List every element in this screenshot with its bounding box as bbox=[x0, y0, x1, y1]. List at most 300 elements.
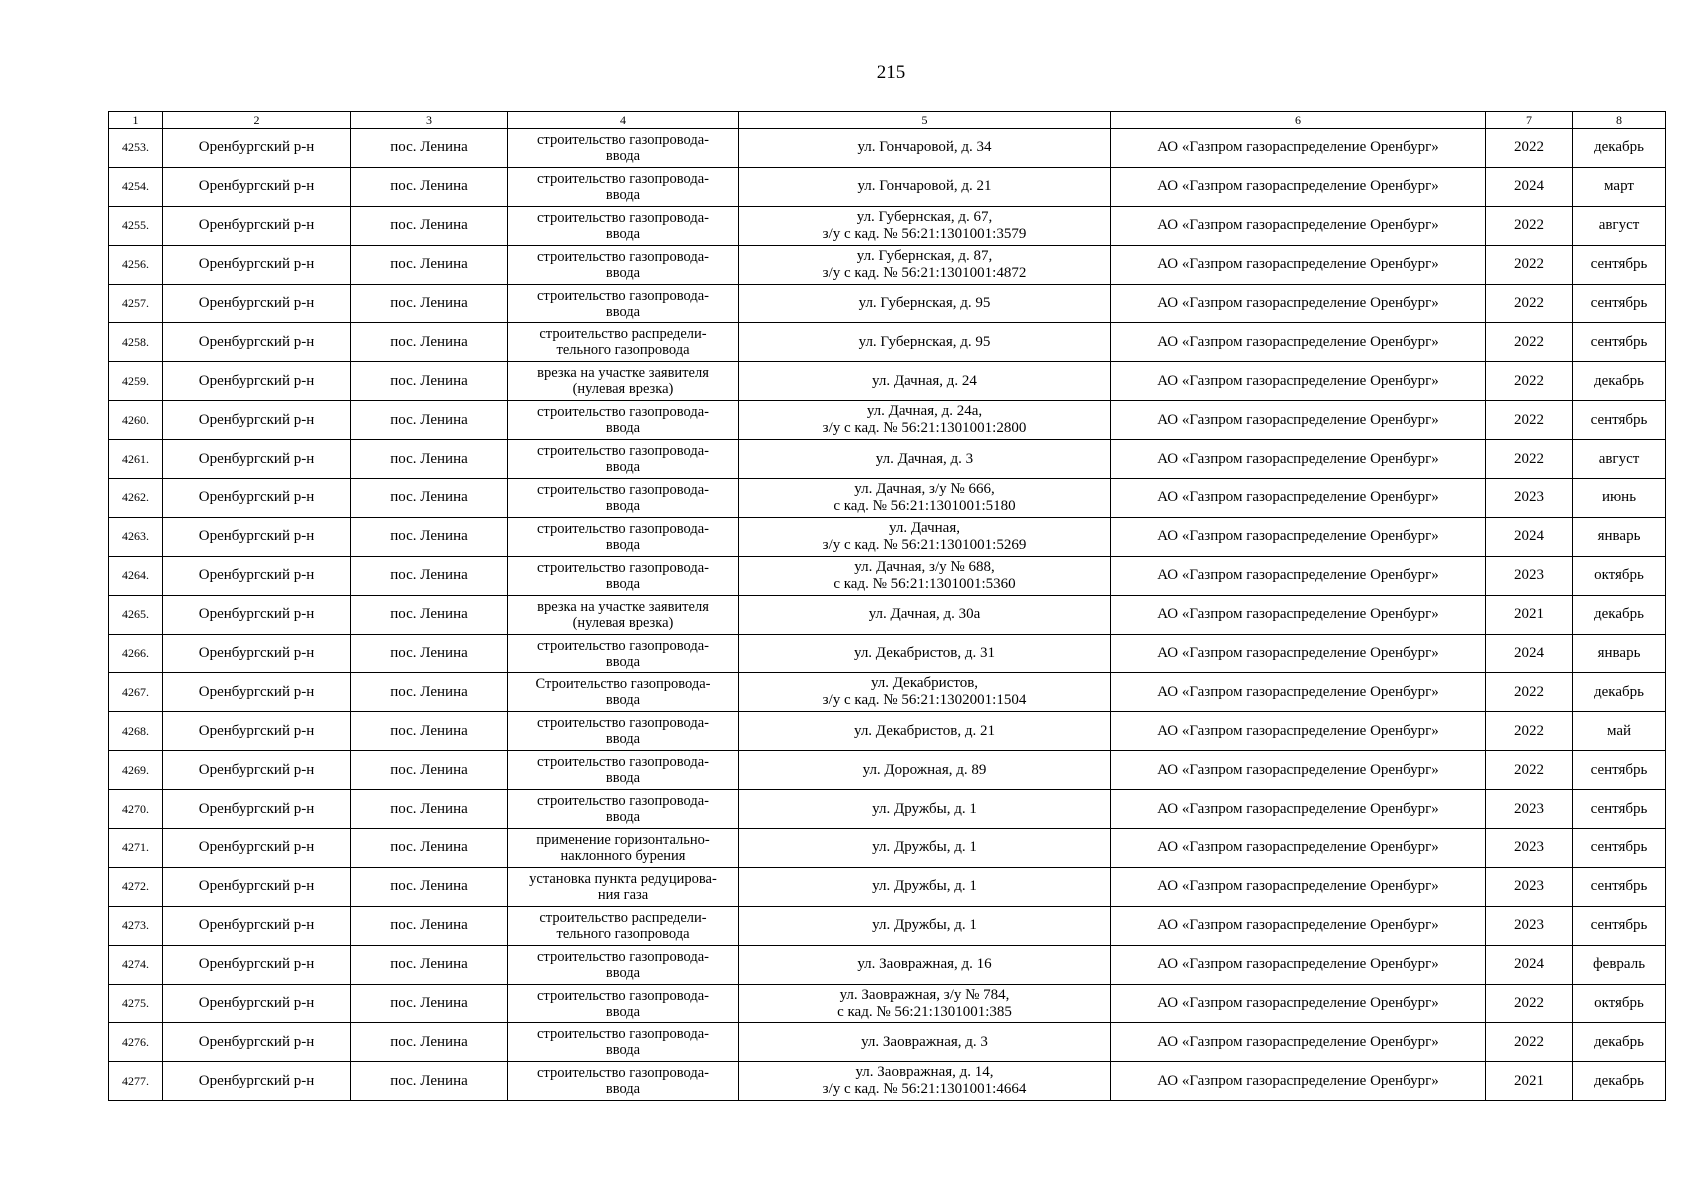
column-header: 1 bbox=[109, 112, 163, 129]
year-cell: 2021 bbox=[1486, 595, 1573, 634]
address-line: с кад. № 56:21:1301001:5180 bbox=[833, 497, 1016, 514]
work-type-line: строительство газопровода- bbox=[537, 209, 709, 226]
month-cell: август bbox=[1573, 440, 1666, 479]
work-type-cell bbox=[508, 167, 739, 206]
settlement-cell: пос. Ленина bbox=[351, 323, 508, 362]
table-row bbox=[109, 556, 1666, 595]
address-cell bbox=[739, 362, 1111, 401]
address-line: ул. Дачная, bbox=[889, 519, 960, 536]
settlement-cell: пос. Ленина bbox=[351, 712, 508, 751]
district-cell: Оренбургский р-н bbox=[163, 984, 351, 1023]
row-number-cell: 4274. bbox=[109, 945, 163, 984]
district-cell: Оренбургский р-н bbox=[163, 440, 351, 479]
table-row bbox=[109, 323, 1666, 362]
work-type-line: ввода bbox=[605, 731, 641, 748]
year-cell: 2023 bbox=[1486, 479, 1573, 518]
work-type-cell bbox=[508, 479, 739, 518]
row-number-cell: 4264. bbox=[109, 556, 163, 595]
address-line: ул. Дачная, з/у № 688, bbox=[854, 558, 995, 575]
district-cell: Оренбургский р-н bbox=[163, 206, 351, 245]
work-type-line: строительство газопровода- bbox=[537, 793, 709, 810]
work-type-line: установка пункта редуцирова- bbox=[529, 870, 717, 887]
work-type-line: строительство газопровода- bbox=[537, 987, 709, 1004]
district-cell: Оренбургский р-н bbox=[163, 401, 351, 440]
column-header: 6 bbox=[1111, 112, 1486, 129]
organization-cell: АО «Газпром газораспределение Оренбург» bbox=[1111, 479, 1486, 518]
address-cell bbox=[739, 829, 1111, 868]
address-cell bbox=[739, 673, 1111, 712]
settlement-cell: пос. Ленина bbox=[351, 479, 508, 518]
work-type-line: строительство газопровода- bbox=[537, 404, 709, 421]
district-cell: Оренбургский р-н bbox=[163, 1023, 351, 1062]
settlement-cell: пос. Ленина bbox=[351, 829, 508, 868]
year-cell: 2022 bbox=[1486, 984, 1573, 1023]
address-line: ул. Заовражная, д. 3 bbox=[861, 1033, 988, 1050]
organization-cell: АО «Газпром газораспределение Оренбург» bbox=[1111, 362, 1486, 401]
organization-cell: АО «Газпром газораспределение Оренбург» bbox=[1111, 867, 1486, 906]
address-line: ул. Дружбы, д. 1 bbox=[872, 800, 977, 817]
column-header: 8 bbox=[1573, 112, 1666, 129]
address-line: ул. Дачная, д. 24 bbox=[872, 372, 977, 389]
organization-cell: АО «Газпром газораспределение Оренбург» bbox=[1111, 556, 1486, 595]
settlement-cell: пос. Ленина bbox=[351, 245, 508, 284]
address-line: ул. Декабристов, д. 21 bbox=[853, 722, 995, 739]
month-cell: сентябрь bbox=[1573, 323, 1666, 362]
month-cell: декабрь bbox=[1573, 1062, 1666, 1101]
month-cell: август bbox=[1573, 206, 1666, 245]
organization-cell: АО «Газпром газораспределение Оренбург» bbox=[1111, 206, 1486, 245]
month-cell: май bbox=[1573, 712, 1666, 751]
year-cell: 2022 bbox=[1486, 323, 1573, 362]
address-cell bbox=[739, 440, 1111, 479]
address-cell bbox=[739, 479, 1111, 518]
address-line: ул. Гончаровой, д. 21 bbox=[857, 178, 992, 195]
work-type-cell bbox=[508, 945, 739, 984]
settlement-cell: пос. Ленина bbox=[351, 1062, 508, 1101]
work-type-cell bbox=[508, 1062, 739, 1101]
address-cell bbox=[739, 323, 1111, 362]
work-type-line: строительство газопровода- bbox=[537, 287, 709, 304]
settlement-cell: пос. Ленина bbox=[351, 751, 508, 790]
settlement-cell: пос. Ленина bbox=[351, 517, 508, 556]
row-number-cell: 4253. bbox=[109, 129, 163, 168]
month-cell: декабрь bbox=[1573, 129, 1666, 168]
address-line: з/у с кад. № 56:21:1302001:1504 bbox=[822, 692, 1027, 709]
district-cell: Оренбургский р-н bbox=[163, 595, 351, 634]
work-type-line: (нулевая врезка) bbox=[572, 614, 674, 631]
work-type-line: строительство газопровода- bbox=[537, 481, 709, 498]
month-cell: сентябрь bbox=[1573, 867, 1666, 906]
address-line: ул. Дружбы, д. 1 bbox=[872, 839, 977, 856]
work-type-line: ввода bbox=[605, 186, 641, 203]
row-number-cell: 4260. bbox=[109, 401, 163, 440]
work-type-line: строительство газопровода- bbox=[537, 131, 709, 148]
work-type-cell bbox=[508, 1023, 739, 1062]
work-type-line: строительство газопровода- bbox=[537, 443, 709, 460]
address-line: з/у с кад. № 56:21:1301001:3579 bbox=[822, 225, 1027, 242]
district-cell: Оренбургский р-н bbox=[163, 129, 351, 168]
row-number-cell: 4276. bbox=[109, 1023, 163, 1062]
settlement-cell: пос. Ленина bbox=[351, 284, 508, 323]
table-row bbox=[109, 362, 1666, 401]
table-row bbox=[109, 595, 1666, 634]
organization-cell: АО «Газпром газораспределение Оренбург» bbox=[1111, 440, 1486, 479]
table-row bbox=[109, 867, 1666, 906]
row-number-cell: 4257. bbox=[109, 284, 163, 323]
address-cell bbox=[739, 129, 1111, 168]
organization-cell: АО «Газпром газораспределение Оренбург» bbox=[1111, 829, 1486, 868]
work-type-line: ввода bbox=[605, 264, 641, 281]
row-number-cell: 4263. bbox=[109, 517, 163, 556]
organization-cell: АО «Газпром газораспределение Оренбург» bbox=[1111, 517, 1486, 556]
work-type-line: тельного газопровода bbox=[556, 925, 690, 942]
work-type-line: ввода bbox=[605, 809, 641, 826]
work-type-cell bbox=[508, 595, 739, 634]
column-header: 3 bbox=[351, 112, 508, 129]
settlement-cell: пос. Ленина bbox=[351, 440, 508, 479]
address-line: ул. Заовражная, д. 16 bbox=[857, 956, 992, 973]
address-line: з/у с кад. № 56:21:1301001:4664 bbox=[822, 1081, 1027, 1098]
work-type-line: строительство газопровода- bbox=[537, 948, 709, 965]
year-cell: 2022 bbox=[1486, 1023, 1573, 1062]
table-row bbox=[109, 634, 1666, 673]
settlement-cell: пос. Ленина bbox=[351, 167, 508, 206]
settlement-cell: пос. Ленина bbox=[351, 362, 508, 401]
year-cell: 2022 bbox=[1486, 206, 1573, 245]
table-row bbox=[109, 129, 1666, 168]
address-cell bbox=[739, 1062, 1111, 1101]
organization-cell: АО «Газпром газораспределение Оренбург» bbox=[1111, 245, 1486, 284]
year-cell: 2023 bbox=[1486, 867, 1573, 906]
district-cell: Оренбургский р-н bbox=[163, 479, 351, 518]
address-line: ул. Декабристов, д. 31 bbox=[853, 645, 995, 662]
district-cell: Оренбургский р-н bbox=[163, 945, 351, 984]
address-line: ул. Дачная, д. 30а bbox=[868, 606, 981, 623]
district-cell: Оренбургский р-н bbox=[163, 673, 351, 712]
table-row bbox=[109, 712, 1666, 751]
table-row bbox=[109, 1062, 1666, 1101]
work-type-line: применение горизонтально- bbox=[536, 831, 710, 848]
month-cell: октябрь bbox=[1573, 984, 1666, 1023]
work-type-cell bbox=[508, 673, 739, 712]
settlement-cell: пос. Ленина bbox=[351, 867, 508, 906]
address-cell bbox=[739, 712, 1111, 751]
address-line: ул. Заовражная, з/у № 784, bbox=[839, 986, 1010, 1003]
organization-cell: АО «Газпром газораспределение Оренбург» bbox=[1111, 906, 1486, 945]
table-row bbox=[109, 984, 1666, 1023]
address-line: з/у с кад. № 56:21:1301001:4872 bbox=[822, 264, 1027, 281]
row-number-cell: 4262. bbox=[109, 479, 163, 518]
address-line: ул. Губернская, д. 95 bbox=[858, 295, 991, 311]
work-type-line: ввода bbox=[605, 147, 641, 164]
table-row bbox=[109, 751, 1666, 790]
work-type-line: строительство газопровода- bbox=[537, 520, 709, 537]
settlement-cell: пос. Ленина bbox=[351, 401, 508, 440]
row-number-cell: 4254. bbox=[109, 167, 163, 206]
table-row bbox=[109, 167, 1666, 206]
work-type-cell bbox=[508, 556, 739, 595]
work-type-line: тельного газопровода bbox=[556, 342, 690, 359]
address-cell bbox=[739, 945, 1111, 984]
district-cell: Оренбургский р-н bbox=[163, 1062, 351, 1101]
district-cell: Оренбургский р-н bbox=[163, 167, 351, 206]
year-cell: 2022 bbox=[1486, 362, 1573, 401]
settlement-cell: пос. Ленина bbox=[351, 206, 508, 245]
address-cell bbox=[739, 867, 1111, 906]
address-cell bbox=[739, 790, 1111, 829]
address-cell bbox=[739, 984, 1111, 1023]
work-type-cell bbox=[508, 206, 739, 245]
address-line: ул. Дружбы, д. 1 bbox=[872, 917, 977, 934]
settlement-cell: пос. Ленина bbox=[351, 1023, 508, 1062]
month-cell: октябрь bbox=[1573, 556, 1666, 595]
settlement-cell: пос. Ленина bbox=[351, 945, 508, 984]
year-cell: 2023 bbox=[1486, 790, 1573, 829]
district-cell: Оренбургский р-н bbox=[163, 790, 351, 829]
table-row bbox=[109, 284, 1666, 323]
work-type-cell bbox=[508, 440, 739, 479]
row-number-cell: 4269. bbox=[109, 751, 163, 790]
year-cell: 2024 bbox=[1486, 517, 1573, 556]
year-cell: 2024 bbox=[1486, 945, 1573, 984]
address-cell bbox=[739, 751, 1111, 790]
district-cell: Оренбургский р-н bbox=[163, 517, 351, 556]
address-line: з/у с кад. № 56:21:1301001:5269 bbox=[822, 536, 1027, 553]
row-number-cell: 4268. bbox=[109, 712, 163, 751]
table-row bbox=[109, 945, 1666, 984]
row-number-cell: 4277. bbox=[109, 1062, 163, 1101]
row-number-cell: 4259. bbox=[109, 362, 163, 401]
work-type-line: ввода bbox=[605, 770, 641, 787]
work-type-cell bbox=[508, 712, 739, 751]
work-type-cell bbox=[508, 829, 739, 868]
row-number-cell: 4258. bbox=[109, 323, 163, 362]
row-number-cell: 4266. bbox=[109, 634, 163, 673]
address-line: с кад. № 56:21:1301001:385 bbox=[837, 1003, 1012, 1020]
work-type-line: ввода bbox=[605, 303, 641, 320]
month-cell: сентябрь bbox=[1573, 245, 1666, 284]
work-type-line: строительство газопровода- bbox=[537, 1026, 709, 1043]
address-line: ул. Дорожная, д. 89 bbox=[862, 761, 987, 778]
work-type-line: строительство газопровода- bbox=[537, 637, 709, 654]
month-cell: январь bbox=[1573, 634, 1666, 673]
column-header: 2 bbox=[163, 112, 351, 129]
address-line: ул. Гончаровой, д. 34 bbox=[857, 139, 992, 156]
month-cell: сентябрь bbox=[1573, 790, 1666, 829]
district-cell: Оренбургский р-н bbox=[163, 362, 351, 401]
work-type-cell bbox=[508, 401, 739, 440]
settlement-cell: пос. Ленина bbox=[351, 984, 508, 1023]
column-header: 4 bbox=[508, 112, 739, 129]
work-type-cell bbox=[508, 517, 739, 556]
address-cell bbox=[739, 595, 1111, 634]
settlement-cell: пос. Ленина bbox=[351, 634, 508, 673]
address-line: ул. Дружбы, д. 1 bbox=[872, 878, 977, 895]
address-line: з/у с кад. № 56:21:1301001:2800 bbox=[822, 420, 1027, 437]
year-cell: 2023 bbox=[1486, 829, 1573, 868]
organization-cell: АО «Газпром газораспределение Оренбург» bbox=[1111, 945, 1486, 984]
year-cell: 2022 bbox=[1486, 401, 1573, 440]
row-number-cell: 4275. bbox=[109, 984, 163, 1023]
address-cell bbox=[739, 401, 1111, 440]
district-cell: Оренбургский р-н bbox=[163, 323, 351, 362]
settlement-cell: пос. Ленина bbox=[351, 790, 508, 829]
year-cell: 2021 bbox=[1486, 1062, 1573, 1101]
organization-cell: АО «Газпром газораспределение Оренбург» bbox=[1111, 595, 1486, 634]
month-cell: сентябрь bbox=[1573, 906, 1666, 945]
work-type-line: (нулевая врезка) bbox=[572, 381, 674, 398]
district-cell: Оренбургский р-н bbox=[163, 245, 351, 284]
month-cell: декабрь bbox=[1573, 1023, 1666, 1062]
page-number: 215 bbox=[876, 62, 906, 83]
year-cell: 2022 bbox=[1486, 284, 1573, 323]
work-type-cell bbox=[508, 129, 739, 168]
work-type-line: строительство распредели- bbox=[539, 326, 707, 343]
settlement-cell: пос. Ленина bbox=[351, 906, 508, 945]
address-cell bbox=[739, 517, 1111, 556]
month-cell: февраль bbox=[1573, 945, 1666, 984]
district-cell: Оренбургский р-н bbox=[163, 906, 351, 945]
work-type-line: ввода bbox=[605, 575, 641, 592]
work-type-line: ввода bbox=[605, 653, 641, 670]
work-type-line: ввода bbox=[605, 964, 641, 981]
address-line: с кад. № 56:21:1301001:5360 bbox=[833, 575, 1016, 592]
work-type-cell bbox=[508, 634, 739, 673]
district-cell: Оренбургский р-н bbox=[163, 829, 351, 868]
work-type-line: ввода bbox=[605, 225, 641, 242]
district-cell: Оренбургский р-н bbox=[163, 284, 351, 323]
organization-cell: АО «Газпром газораспределение Оренбург» bbox=[1111, 712, 1486, 751]
district-cell: Оренбургский р-н bbox=[163, 556, 351, 595]
table-row bbox=[109, 206, 1666, 245]
work-type-cell bbox=[508, 790, 739, 829]
work-type-line: ввода bbox=[605, 420, 641, 437]
row-number-cell: 4256. bbox=[109, 245, 163, 284]
address-line: ул. Дачная, з/у № 666, bbox=[854, 480, 995, 497]
work-type-line: строительство газопровода- bbox=[537, 559, 709, 576]
work-type-cell bbox=[508, 284, 739, 323]
row-number-cell: 4261. bbox=[109, 440, 163, 479]
year-cell: 2022 bbox=[1486, 440, 1573, 479]
work-type-cell bbox=[508, 362, 739, 401]
work-type-cell bbox=[508, 906, 739, 945]
settlement-cell: пос. Ленина bbox=[351, 595, 508, 634]
address-line: ул. Губернская, д. 87, bbox=[856, 247, 993, 264]
address-cell bbox=[739, 634, 1111, 673]
organization-cell: АО «Газпром газораспределение Оренбург» bbox=[1111, 673, 1486, 712]
work-type-cell bbox=[508, 867, 739, 906]
work-type-line: Строительство газопровода- bbox=[535, 676, 711, 693]
district-cell: Оренбургский р-н bbox=[163, 634, 351, 673]
row-number-cell: 4265. bbox=[109, 595, 163, 634]
district-cell: Оренбургский р-н bbox=[163, 712, 351, 751]
organization-cell: АО «Газпром газораспределение Оренбург» bbox=[1111, 129, 1486, 168]
work-type-cell bbox=[508, 751, 739, 790]
address-line: ул. Дачная, д. 24а, bbox=[866, 403, 983, 420]
organization-cell: АО «Газпром газораспределение Оренбург» bbox=[1111, 284, 1486, 323]
table-row bbox=[109, 479, 1666, 518]
register-table bbox=[108, 111, 1666, 1101]
table-row bbox=[109, 829, 1666, 868]
work-type-line: строительство газопровода- bbox=[537, 715, 709, 732]
address-line: ул. Дачная, д. 3 bbox=[875, 450, 974, 467]
month-cell: сентябрь bbox=[1573, 829, 1666, 868]
organization-cell: АО «Газпром газораспределение Оренбург» bbox=[1111, 634, 1486, 673]
address-cell bbox=[739, 906, 1111, 945]
column-header: 7 bbox=[1486, 112, 1573, 129]
work-type-line: строительство газопровода- bbox=[537, 754, 709, 771]
year-cell: 2022 bbox=[1486, 751, 1573, 790]
work-type-line: врезка на участке заявителя bbox=[537, 365, 709, 382]
work-type-cell bbox=[508, 245, 739, 284]
address-line: ул. Губернская, д. 67, bbox=[856, 208, 993, 225]
year-cell: 2022 bbox=[1486, 245, 1573, 284]
month-cell: декабрь bbox=[1573, 673, 1666, 712]
address-cell bbox=[739, 284, 1111, 323]
row-number-cell: 4255. bbox=[109, 206, 163, 245]
month-cell: март bbox=[1573, 167, 1666, 206]
register-body bbox=[109, 129, 1666, 1101]
row-number-cell: 4267. bbox=[109, 673, 163, 712]
settlement-cell: пос. Ленина bbox=[351, 673, 508, 712]
year-cell: 2022 bbox=[1486, 673, 1573, 712]
table-row bbox=[109, 401, 1666, 440]
work-type-line: ввода bbox=[605, 1042, 641, 1059]
month-cell: декабрь bbox=[1573, 595, 1666, 634]
year-cell: 2024 bbox=[1486, 634, 1573, 673]
month-cell: июнь bbox=[1573, 479, 1666, 518]
work-type-line: ввода bbox=[605, 497, 641, 514]
work-type-cell bbox=[508, 984, 739, 1023]
settlement-cell: пос. Ленина bbox=[351, 556, 508, 595]
year-cell: 2024 bbox=[1486, 167, 1573, 206]
address-cell bbox=[739, 206, 1111, 245]
column-number-row bbox=[109, 112, 1666, 129]
table-row bbox=[109, 1023, 1666, 1062]
address-line: ул. Губернская, д. 95 bbox=[858, 333, 991, 350]
year-cell: 2023 bbox=[1486, 556, 1573, 595]
work-type-cell bbox=[508, 323, 739, 362]
work-type-line: строительство газопровода- bbox=[537, 170, 709, 187]
month-cell: сентябрь bbox=[1573, 751, 1666, 790]
work-type-line: ния газа bbox=[597, 886, 649, 903]
address-cell bbox=[739, 1023, 1111, 1062]
address-cell bbox=[739, 245, 1111, 284]
settlement-cell: пос. Ленина bbox=[351, 129, 508, 168]
row-number-cell: 4272. bbox=[109, 867, 163, 906]
work-type-line: врезка на участке заявителя bbox=[537, 598, 709, 615]
district-cell: Оренбургский р-н bbox=[163, 867, 351, 906]
address-cell bbox=[739, 556, 1111, 595]
month-cell: январь bbox=[1573, 517, 1666, 556]
table-row bbox=[109, 517, 1666, 556]
year-cell: 2022 bbox=[1486, 712, 1573, 751]
work-type-line: ввода bbox=[605, 692, 641, 709]
month-cell: сентябрь bbox=[1573, 401, 1666, 440]
organization-cell: АО «Газпром газораспределение Оренбург» bbox=[1111, 790, 1486, 829]
district-cell: Оренбургский р-н bbox=[163, 751, 351, 790]
address-line: ул. Декабристов, bbox=[870, 675, 979, 692]
column-header: 5 bbox=[739, 112, 1111, 129]
organization-cell: АО «Газпром газораспределение Оренбург» bbox=[1111, 984, 1486, 1023]
work-type-line: строительство распредели- bbox=[539, 909, 707, 926]
work-type-line: строительство газопровода- bbox=[537, 1065, 709, 1082]
table-row bbox=[109, 790, 1666, 829]
organization-cell: АО «Газпром газораспределение Оренбург» bbox=[1111, 323, 1486, 362]
row-number-cell: 4273. bbox=[109, 906, 163, 945]
work-type-line: ввода bbox=[605, 1081, 641, 1098]
organization-cell: АО «Газпром газораспределение Оренбург» bbox=[1111, 1023, 1486, 1062]
